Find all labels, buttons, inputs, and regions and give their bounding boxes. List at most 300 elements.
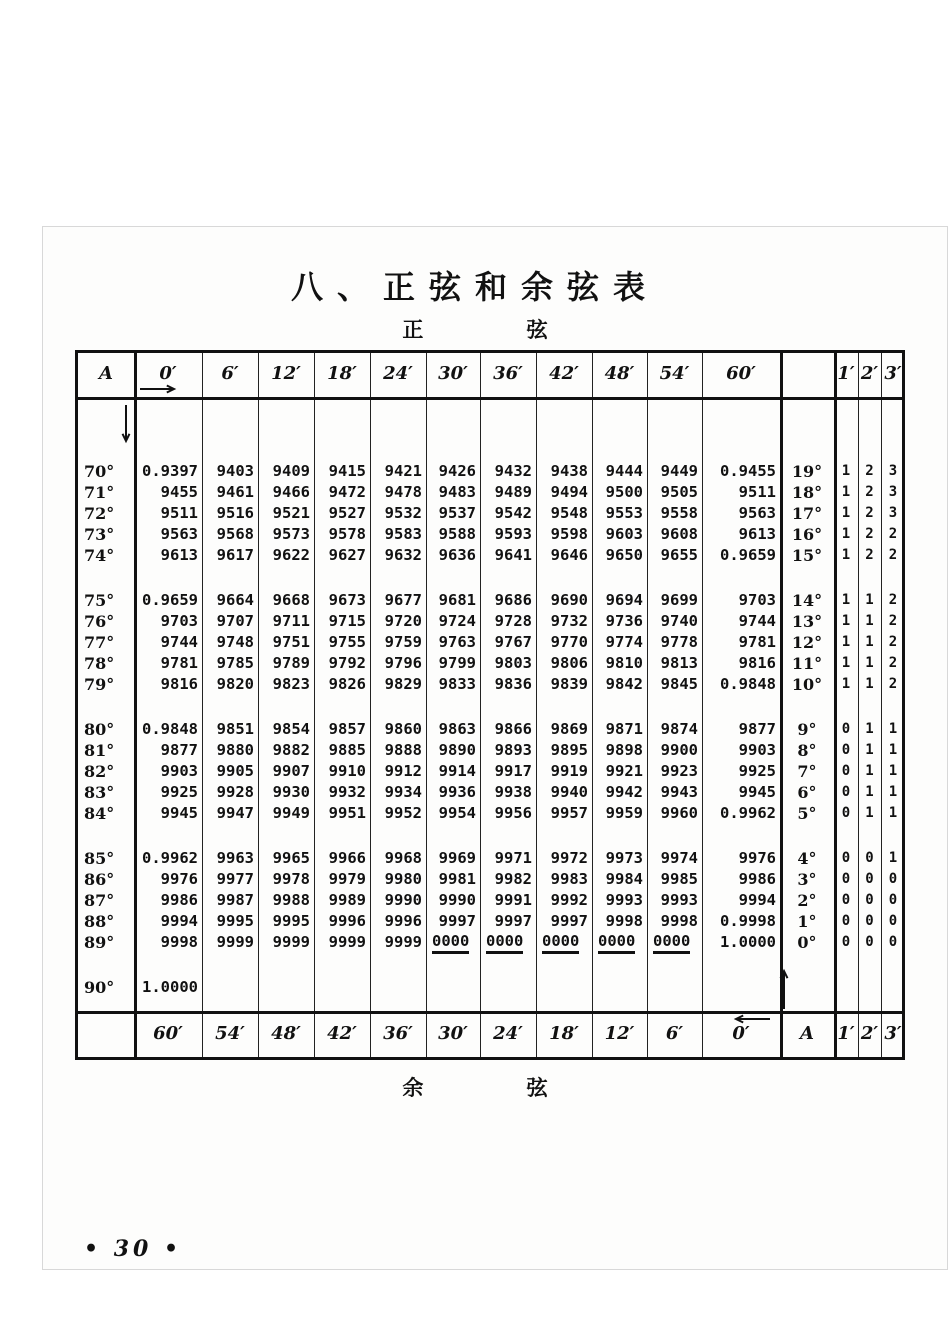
difference-cell: 0 (841, 850, 851, 866)
table-cell: 9974 (660, 849, 698, 867)
table-cell: 9999 (272, 933, 310, 951)
table-cell: 9593 (494, 525, 532, 543)
table-cell: 9900 (660, 741, 698, 759)
table-cell: 9936 (438, 783, 476, 801)
row-degree-left: 73° (84, 525, 115, 544)
table-cell: 9866 (494, 720, 532, 738)
table-cell: 9438 (550, 462, 588, 480)
table-cell: 9877 (160, 741, 198, 759)
table-cell: 9751 (272, 633, 310, 651)
table-cell: 9995 (272, 912, 310, 930)
difference-cell: 1 (841, 613, 851, 629)
row-degree-left: 88° (84, 912, 115, 931)
table-cell: 9839 (550, 675, 588, 693)
row-degree-right: 10° (791, 675, 823, 694)
table-cell: 9998 (160, 933, 198, 951)
row-degree-left: 72° (84, 504, 115, 523)
table-cell: 9874 (660, 720, 698, 738)
row-degree-right: 6° (797, 783, 817, 802)
table-cell: 9511 (160, 504, 198, 522)
header-bottom-cell: 0′ (732, 1023, 750, 1044)
table-cell: 9984 (605, 870, 643, 888)
difference-cell: 1 (841, 655, 851, 671)
table-cell: 9511 (738, 483, 776, 501)
table-cell: 9836 (494, 675, 532, 693)
table-cell: 0000 (542, 932, 579, 954)
table-cell: 9949 (272, 804, 310, 822)
table-cell: 9981 (438, 870, 476, 888)
header-bottom-cell: 24′ (493, 1023, 523, 1044)
table-cell: 9905 (216, 762, 254, 780)
table-cell: 9914 (438, 762, 476, 780)
table-cell: 9963 (216, 849, 254, 867)
difference-cell: 2 (888, 634, 898, 650)
row-degree-right: 9° (797, 720, 817, 739)
table-cell: 9588 (438, 525, 476, 543)
table-cell: 9954 (438, 804, 476, 822)
table-cell: 9917 (494, 762, 532, 780)
row-degree-right: 2° (797, 891, 817, 910)
difference-cell: 3 (888, 505, 898, 521)
difference-cell: 1 (888, 763, 898, 779)
table-cell: 9960 (660, 804, 698, 822)
table-cell: 9903 (738, 741, 776, 759)
difference-cell: 0 (841, 913, 851, 929)
table-cell: 9613 (738, 525, 776, 543)
table-cell: 9997 (550, 912, 588, 930)
difference-cell: 1 (865, 655, 874, 671)
table-cell: 9677 (384, 591, 422, 609)
difference-cell: 1 (841, 484, 851, 500)
table-cell: 9583 (384, 525, 422, 543)
table-cell: 9763 (438, 633, 476, 651)
table-cell: 9699 (660, 591, 698, 609)
table-cell: 9767 (494, 633, 532, 651)
table-cell: 9532 (384, 504, 422, 522)
header-bottom-cell: 36′ (383, 1023, 413, 1044)
table-cell: 9895 (550, 741, 588, 759)
header-top-cell: 1′ (837, 363, 855, 384)
table-cell: 9759 (384, 633, 422, 651)
table-cell: 9845 (660, 675, 698, 693)
row-degree-right: 3° (797, 870, 817, 889)
difference-cell: 2 (865, 463, 874, 479)
table-cell: 9598 (550, 525, 588, 543)
table-cell: 9655 (660, 546, 698, 564)
table-cell: 9823 (272, 675, 310, 693)
table-cell: 9668 (272, 591, 310, 609)
header-bottom-cell: 42′ (327, 1023, 357, 1044)
row-degree-right: 15° (791, 546, 823, 565)
table-cell: 9820 (216, 675, 254, 693)
table-cell: 9494 (550, 483, 588, 501)
table-cell: 9650 (605, 546, 643, 564)
table-cell: 9444 (605, 462, 643, 480)
table-cell: 0000 (432, 932, 469, 954)
table-cell: 0.9848 (720, 675, 776, 693)
table-cell: 9869 (550, 720, 588, 738)
table-cell: 1.0000 (720, 933, 776, 951)
table-cell: 9996 (384, 912, 422, 930)
difference-cell: 2 (865, 484, 874, 500)
header-top-cell: 6′ (221, 363, 239, 384)
table-cell: 9521 (272, 504, 310, 522)
row-degree-right: 16° (791, 525, 823, 544)
table-cell: 9563 (160, 525, 198, 543)
table-cell: 0000 (653, 932, 690, 954)
row-degree-right: 12° (791, 633, 823, 652)
table-cell: 9833 (438, 675, 476, 693)
header-top-cell: 2′ (860, 363, 879, 384)
row-degree-left: 85° (84, 849, 115, 868)
table-cell: 9403 (216, 462, 254, 480)
difference-cell: 2 (888, 592, 898, 608)
table-cell: 9971 (494, 849, 532, 867)
table-cell: 9999 (384, 933, 422, 951)
difference-cell: 1 (865, 805, 874, 821)
table-cell: 9977 (216, 870, 254, 888)
difference-cell: 0 (888, 913, 898, 929)
row-degree-left: 76° (84, 612, 115, 631)
table-cell: 9919 (550, 762, 588, 780)
table-cell: 9774 (605, 633, 643, 651)
row-degree-right: 13° (791, 612, 823, 631)
table-cell: 9715 (328, 612, 366, 630)
table-cell: 9703 (738, 591, 776, 609)
table-cell: 9415 (328, 462, 366, 480)
table-cell: 9409 (272, 462, 310, 480)
table-cell: 0.9998 (720, 912, 776, 930)
difference-cell: 2 (865, 547, 874, 563)
row-degree-right: 14° (791, 591, 823, 610)
table-cell: 9748 (216, 633, 254, 651)
left-arrow-icon (78, 353, 908, 1063)
table-cell: 9537 (438, 504, 476, 522)
row-degree-right: 0° (797, 933, 817, 952)
sine-cosine-table (75, 350, 905, 1060)
table-cell: 9880 (216, 741, 254, 759)
header-bottom-cell: 60′ (153, 1023, 183, 1044)
table-cell: 9968 (384, 849, 422, 867)
table-cell: 9985 (660, 870, 698, 888)
page-number: • 30 • (84, 1236, 183, 1262)
table-cell: 9857 (328, 720, 366, 738)
table-cell: 9993 (660, 891, 698, 909)
header-bottom-cell: 12′ (604, 1023, 635, 1044)
table-cell: 9930 (272, 783, 310, 801)
difference-cell: 0 (841, 892, 851, 908)
difference-cell: 0 (841, 934, 851, 950)
table-cell: 9542 (494, 504, 532, 522)
row-degree-left: 82° (84, 762, 115, 781)
table-cell: 9813 (660, 654, 698, 672)
table-cell: 9829 (384, 675, 422, 693)
row-degree-left: 89° (84, 933, 115, 952)
header-bottom-cell: 18′ (549, 1023, 579, 1044)
header-top-cell: 3′ (884, 363, 902, 384)
difference-cell: 2 (888, 547, 898, 563)
table-cell: 9871 (605, 720, 643, 738)
row-degree-right: 17° (791, 504, 823, 523)
table-cell: 9796 (384, 654, 422, 672)
header-bottom-cell: A (800, 1023, 814, 1044)
row-degree-right: 7° (797, 762, 817, 781)
difference-cell: 2 (888, 613, 898, 629)
table-cell: 9740 (660, 612, 698, 630)
table-cell: 9724 (438, 612, 476, 630)
table-cell: 9910 (328, 762, 366, 780)
table-cell: 0.9962 (720, 804, 776, 822)
table-cell: 9893 (494, 741, 532, 759)
table-cell: 9888 (384, 741, 422, 759)
table-cell: 9980 (384, 870, 422, 888)
table-cell: 9636 (438, 546, 476, 564)
difference-cell: 2 (888, 526, 898, 542)
table-cell: 9613 (160, 546, 198, 564)
table-cell: 9976 (160, 870, 198, 888)
table-cell: 9449 (660, 462, 698, 480)
table-cell: 9489 (494, 483, 532, 501)
table-cell: 9792 (328, 654, 366, 672)
table-cell: 9966 (328, 849, 366, 867)
table-cell: 9483 (438, 483, 476, 501)
table-cell: 9989 (328, 891, 366, 909)
difference-cell: 2 (888, 655, 898, 671)
table-cell: 9983 (550, 870, 588, 888)
table-cell: 9877 (738, 720, 776, 738)
difference-cell: 1 (841, 463, 851, 479)
table-cell: 0.9455 (720, 462, 776, 480)
table-cell: 9986 (738, 870, 776, 888)
table-cell: 9996 (328, 912, 366, 930)
difference-cell: 0 (841, 721, 851, 737)
table-cell: 9568 (216, 525, 254, 543)
difference-cell: 1 (841, 676, 851, 692)
table-cell: 9969 (438, 849, 476, 867)
table-cell: 9455 (160, 483, 198, 501)
difference-cell: 0 (841, 805, 851, 821)
row-degree-left: 78° (84, 654, 115, 673)
table-cell: 9932 (328, 783, 366, 801)
table-cell: 9421 (384, 462, 422, 480)
row-degree-right: 11° (791, 654, 823, 673)
table-cell: 9942 (605, 783, 643, 801)
header-top-cell: 48′ (604, 363, 635, 384)
row-degree-left: 79° (84, 675, 115, 694)
row-degree-right: 1° (797, 912, 817, 931)
table-cell: 9573 (272, 525, 310, 543)
difference-cell: 1 (865, 784, 874, 800)
table-cell: 9851 (216, 720, 254, 738)
sine-label: 正 弦 (402, 317, 596, 342)
table-cell: 9627 (328, 546, 366, 564)
table-cell: 9997 (438, 912, 476, 930)
table-cell: 9912 (384, 762, 422, 780)
difference-cell: 1 (841, 592, 851, 608)
table-cell: 9947 (216, 804, 254, 822)
table-cell: 9995 (216, 912, 254, 930)
table-cell: 9934 (384, 783, 422, 801)
table-cell: 9921 (605, 762, 643, 780)
table-cell: 9992 (550, 891, 588, 909)
difference-cell: 3 (888, 484, 898, 500)
difference-cell: 1 (888, 721, 898, 737)
table-cell: 9664 (216, 591, 254, 609)
table-cell: 9854 (272, 720, 310, 738)
difference-cell: 0 (841, 784, 851, 800)
row-degree-left: 86° (84, 870, 115, 889)
header-top-cell: A (99, 363, 113, 384)
table-cell: 9789 (272, 654, 310, 672)
table-cell: 0.9659 (720, 546, 776, 564)
table-cell: 9694 (605, 591, 643, 609)
table-cell: 9632 (384, 546, 422, 564)
row-degree-left: 77° (84, 633, 115, 652)
table-cell: 0.9397 (142, 462, 198, 480)
difference-cell: 0 (888, 871, 898, 887)
table-cell: 9898 (605, 741, 643, 759)
table-cell: 9770 (550, 633, 588, 651)
table-cell: 9999 (216, 933, 254, 951)
difference-cell: 2 (888, 676, 898, 692)
table-cell: 9608 (660, 525, 698, 543)
table-cell: 9890 (438, 741, 476, 759)
header-bottom-cell: 48′ (271, 1023, 301, 1044)
row-degree-right: 18° (791, 483, 823, 502)
table-cell: 9563 (738, 504, 776, 522)
page-title: 八、正弦和余弦表 (290, 268, 659, 306)
header-bottom-cell: 54′ (215, 1023, 245, 1044)
table-cell: 9472 (328, 483, 366, 501)
table-cell: 9711 (272, 612, 310, 630)
difference-cell: 0 (865, 892, 874, 908)
table-cell: 9646 (550, 546, 588, 564)
header-top-cell: 12′ (271, 363, 301, 384)
row-degree-left: 75° (84, 591, 115, 610)
table-cell: 9505 (660, 483, 698, 501)
table-cell: 9923 (660, 762, 698, 780)
table-cell: 9781 (738, 633, 776, 651)
table-cell: 9516 (216, 504, 254, 522)
table-cell: 0.9659 (142, 591, 198, 609)
table-cell: 9999 (328, 933, 366, 951)
table-cell: 9816 (738, 654, 776, 672)
table-cell: 9925 (738, 762, 776, 780)
row-degree-left: 84° (84, 804, 115, 823)
difference-cell: 0 (865, 913, 874, 929)
table-cell: 9965 (272, 849, 310, 867)
table-cell: 9548 (550, 504, 588, 522)
table-cell: 9617 (216, 546, 254, 564)
table-cell: 9816 (160, 675, 198, 693)
table-cell: 9994 (160, 912, 198, 930)
table-cell: 9673 (328, 591, 366, 609)
table-cell: 9785 (216, 654, 254, 672)
table-cell: 9806 (550, 654, 588, 672)
difference-cell: 1 (865, 742, 874, 758)
table-cell: 9681 (438, 591, 476, 609)
table-cell: 9500 (605, 483, 643, 501)
difference-cell: 0 (841, 871, 851, 887)
table-cell: 9990 (384, 891, 422, 909)
row-degree-left: 87° (84, 891, 115, 910)
table-cell: 9781 (160, 654, 198, 672)
table-cell: 9957 (550, 804, 588, 822)
table-cell: 9885 (328, 741, 366, 759)
difference-cell: 1 (865, 592, 874, 608)
header-top-cell: 24′ (383, 363, 413, 384)
difference-cell: 1 (888, 805, 898, 821)
table-cell: 9998 (605, 912, 643, 930)
table-cell: 9732 (550, 612, 588, 630)
table-cell: 9988 (272, 891, 310, 909)
table-cell: 9686 (494, 591, 532, 609)
table-cell: 9842 (605, 675, 643, 693)
header-top-cell: 36′ (493, 363, 523, 384)
difference-cell: 1 (888, 850, 898, 866)
cosine-label: 余 弦 (402, 1075, 596, 1100)
table-cell: 9728 (494, 612, 532, 630)
difference-cell: 1 (888, 784, 898, 800)
table-cell: 9972 (550, 849, 588, 867)
difference-cell: 1 (865, 676, 874, 692)
table-cell: 9720 (384, 612, 422, 630)
difference-cell: 0 (888, 934, 898, 950)
header-bottom-cell: 3′ (884, 1023, 902, 1044)
table-cell: 9755 (328, 633, 366, 651)
table-cell: 9956 (494, 804, 532, 822)
table-cell: 9744 (160, 633, 198, 651)
table-cell: 9803 (494, 654, 532, 672)
table-cell: 9707 (216, 612, 254, 630)
table-cell: 9860 (384, 720, 422, 738)
difference-cell: 1 (841, 547, 851, 563)
table-cell: 9622 (272, 546, 310, 564)
table-cell: 9466 (272, 483, 310, 501)
difference-cell: 0 (841, 763, 851, 779)
table-cell: 0000 (486, 932, 523, 954)
table-cell: 9928 (216, 783, 254, 801)
table-cell: 9703 (160, 612, 198, 630)
table-cell: 9903 (160, 762, 198, 780)
row-degree-left: 70° (84, 462, 115, 481)
difference-cell: 1 (865, 763, 874, 779)
table-cell: 9987 (216, 891, 254, 909)
header-bottom-cell: 30′ (438, 1023, 468, 1044)
difference-cell: 0 (865, 850, 874, 866)
table-cell: 9979 (328, 870, 366, 888)
table-cell: 9973 (605, 849, 643, 867)
table-cell: 9990 (438, 891, 476, 909)
table-cell: 9945 (738, 783, 776, 801)
table-cell: 9938 (494, 783, 532, 801)
difference-cell: 0 (888, 892, 898, 908)
table-cell: 9558 (660, 504, 698, 522)
table-cell: 9799 (438, 654, 476, 672)
table-cell: 9940 (550, 783, 588, 801)
difference-cell: 2 (865, 526, 874, 542)
table-cell: 9976 (738, 849, 776, 867)
row-degree-left: 90° (84, 978, 115, 997)
table-cell: 9952 (384, 804, 422, 822)
table-cell: 9527 (328, 504, 366, 522)
table-cell: 9690 (550, 591, 588, 609)
table-cell: 9432 (494, 462, 532, 480)
difference-cell: 0 (865, 871, 874, 887)
table-cell: 9478 (384, 483, 422, 501)
table-cell: 9736 (605, 612, 643, 630)
difference-cell: 0 (841, 742, 851, 758)
